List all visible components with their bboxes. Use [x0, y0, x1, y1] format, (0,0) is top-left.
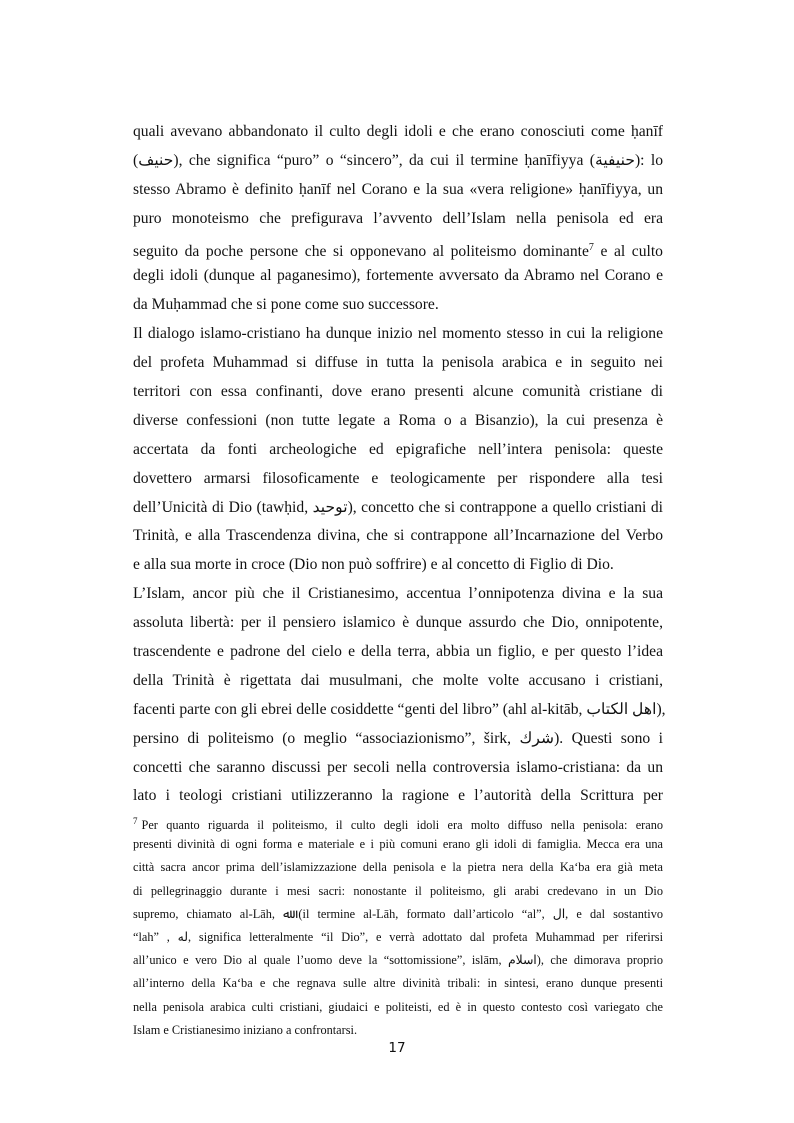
footnote [133, 810, 663, 1042]
page-number: 17 [388, 1040, 406, 1056]
body-line: Trinità, e alla Trascendenza divina, che si contrappone all’Incarnazione del Verbo [133, 527, 663, 545]
body-line: dell’Unicità di Dio (tawḥid, توحيد), concetto che si contrappone a quello cristiani di [133, 498, 664, 516]
body-line: persino di politeismo (o meglio “associazionismo”, širk, شرك). Questi sono i [133, 729, 663, 747]
body-line: quali avevano abbandonato il culto degli idoli e che erano conosciuti come ḥanīf [133, 123, 663, 140]
body-line: (حنيف), che significa “puro” o “sincero”, da cui il termine ḥanīfiyya (حنيفية): lo [133, 151, 663, 169]
footnote-line: presenti divinità di ogni forma e materiale e i più comuni erano gli idoli di famiglia. Mecca era una [133, 837, 663, 852]
body-line: L’Islam, ancor più che il Cristianesimo, accentua l’onnipotenza divina e la sua [133, 585, 663, 603]
footnote-line: supremo, chiamato al-Lāh, ﷲ (il termine al-Lāh, formato dall’articolo “al”, ال, e dal sostantivo [133, 906, 663, 921]
body-line: e alla sua morte in croce (Dio non può soffrire) e al concetto di Figlio di Dio. [133, 556, 614, 574]
footnote-line: di pellegrinaggio durante i mesi sacri: nonostante il politeismo, gli arabi credevano in un Dio [133, 883, 663, 898]
footnote-line: all’interno della Kaʻba e che regnava sulle altre divinità tribali: in sintesi, erano dunque presenti [133, 976, 663, 991]
body-line: Il dialogo islamo-cristiano ha dunque inizio nel momento stesso in cui la religione [133, 325, 663, 343]
body-line: del profeta Muhammad si diffuse in tutta la penisola arabica e in seguito nei [133, 354, 663, 372]
footnote-line-text: Per quanto riguarda il politeismo, il culto degli idoli era molto diffuso nella penisola: erano [141, 818, 663, 832]
body-line-text: e al culto [593, 242, 663, 260]
footnote-reference[interactable]: 7 [588, 241, 594, 253]
footnote-line: nella penisola arabica culti cristiani, giudaici e politeisti, ed è in questo contesto così variegato che [133, 999, 663, 1014]
body-line: assoluta libertà: per il pensiero islamico è dunque assurdo che Dio, onnipotente, [133, 614, 663, 632]
body-line: puro monoteismo che prefigurava l’avvento dell’Islam nella penisola ed era [133, 209, 663, 227]
body-line: trascendente e padrone del cielo e della terra, abbia un figlio, e per questo l’idea [133, 643, 663, 661]
footnote-line: Islam e Cristianesimo iniziano a confrontarsi. [133, 1022, 358, 1037]
body-line: della Trinità è rigettata dai musulmani, che molte volte accusano i cristiani, [133, 671, 663, 689]
body-line: concetti che saranno discussi per secoli nella controversia islamo-cristiana: da un [133, 758, 663, 776]
body-line: stesso Abramo è definito ḥanīf nel Corano e la sua «vera religione» ḥanīfiyya, un [133, 180, 663, 198]
body-line: diverse confessioni (non tutte legate a Roma o a Bisanzio), la cui presenza è [133, 411, 663, 429]
body-line [133, 234, 663, 263]
footnote-line: all’unico e vero Dio al quale l’uomo deve la “sottomissione”, islām, اسلام), che dimorava proprio [133, 953, 663, 968]
footnote-line: “lah” , له, significa letteralmente “il Dio”, e verrà adottato dal profeta Muhammad per riferirsi [133, 929, 663, 944]
body-line: lato i teologi cristiani utilizzeranno la ragione e l’autorità della Scrittura per [133, 787, 663, 805]
body-line: territori con essa confinanti, dove erano presenti alcune comunità cristiane di [133, 383, 663, 401]
body-line: dovettero armarsi filosoficamente e teologicamente per rispondere alla tesi [133, 469, 663, 487]
footnote-line [133, 810, 663, 833]
footnote-line: città sacra ancor prima dell’islamizzazione della penisola e la pietra nera della Kaʻba era già meta [133, 860, 663, 875]
body-line: facenti parte con gli ebrei delle cosiddette “genti del libro” (ahl al-kitāb, اهل الكتاب), [133, 700, 666, 718]
footnote-number: 7 [133, 816, 138, 826]
body-text [133, 118, 666, 811]
body-line: accertata da fonti archeologiche ed epigrafiche nell’intera penisola: queste [133, 440, 663, 458]
body-line: da Muḥammad che si pone come suo successore. [133, 296, 439, 314]
body-line-text: seguito da poche persone che si opponevano al politeismo dominante [133, 242, 589, 260]
body-line: degli idoli (dunque al paganesimo), fortemente avversato da Abramo nel Corano e [133, 267, 663, 285]
